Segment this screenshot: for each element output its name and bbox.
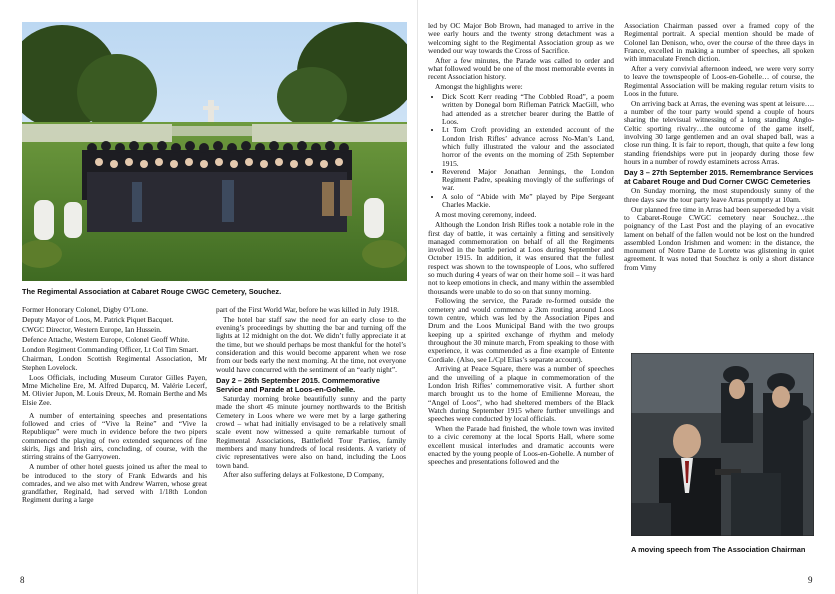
paragraph: Amongst the highlights were: [435, 82, 523, 92]
section-heading-day-2: Day 2 – 26th September 2015. Commemorative Service and Parade at Loos-en-Gohelle. [216, 375, 380, 394]
photo-caption-right: A moving speech from The Association Chairman [631, 545, 806, 554]
text-column-1 [22, 306, 207, 506]
page-number-left: 8 [20, 575, 25, 585]
paragraph: After a very convivial afternoon indeed, we were very sorry to leave the townspeople of Loos-en-Gohelle… of course, the Regimental Association will be making regular return visits to Loos in the future. [624, 64, 814, 98]
section-heading-day-3: Day 3 – 27th September 2015. Remembrance Services at Cabaret Rouge and Dud Corner CWGC Cemeteries [624, 168, 814, 186]
paragraph: Following the service, the Parade re-formed outside the cemetery and would commence a 2km routing around Loos town centre, which was led by the Association Pipes and Drum and the Loos Municipal Band with the two groups keeping up a spirited exchange of rhythm and melody throughout the 30 minute march, From speaking to those with experience, it was commended as a fine example of Entente Cordiale. (Also, see L/Cpl Elias’s separate account). [428, 296, 614, 364]
list-item: • Dick Scott Kerr reading “The Cobbled Road”, a poem written by Donegal born Rifleman Patrick MacGill, who had attended as a stretcher bearer during the Battle of Loos. [442, 93, 614, 126]
paragraph: led by OC Major Bob Brown, had managed to arrive in the wee early hours and the twenty strong detachment was a welcoming sight to the Regimental Association group as we wended our way towards the Cross of Sacrifice. [428, 21, 614, 55]
paragraph: Association Chairman passed over a framed copy of the Regimental portrait. A special mention should be made of Colonel Ian Denison, who, over the course of the three days in France, excelled in making a number of speeches, all spoken with immaculate French diction. [624, 21, 814, 64]
text-column-2 [216, 306, 406, 481]
paragraph: Our planned free time in Arras had been superseded by a visit to Cabaret-Rouge CWGC cemetery near Souchez…the poignancy of the Last Post and the playing of an evocative lament on behalf of the fallen would not be lost on the hundred assembled London Irishmen and women: in the distance, the monument of Notre Dame de Lorette was glistening in quiet agreement. It was noted that Souchez is only a short distance from Vimy [624, 204, 814, 272]
paragraph: Saturday morning broke beautifully sunny and the party made the short 45 minute journey northwards to the British Cemetery in Loos where we were met by a large gathering crowd – what had initially envisaged to be a relatively small scale event now witnessed a quite remarkable turnout of Regimental Associations, Battlefield Tour Parties, family members and many hundreds of local residents. A variety of civic representatives were also on hand, including the Loos town band. [216, 394, 406, 470]
list-item: • Lt Tom Croft providing an extended account of the London Irish Rifles’ advance across No-Man’s Land, which fully illustrated the valour and the associated horror of the events on the morning of 25th September 1915. [442, 126, 614, 167]
list-item: • A solo of “Abide with Me” played by Pipe Sergeant Charles Mackie. [442, 193, 614, 210]
paragraph: CWGC Director, Western Europe, Ian Hussein. [22, 324, 162, 334]
text-column-3 [428, 22, 614, 468]
paragraph: After a few minutes, the Parade was called to order and what followed would be one of the most memorable events in recent Association history. [428, 55, 614, 82]
page-gutter [417, 0, 418, 594]
paragraph: Defence Attache, Western Europe, Colonel Geoff White. [22, 334, 190, 344]
highlights-list [428, 93, 614, 209]
paragraph: A number of entertaining speeches and presentations followed and cries of “Vive la Reine” and “Vive la Republique” were much in evidence before the two pipers commenced the playing of two extended sequences of fine skirls, Jigs and Irish airs, concluding, of course, with the stirring strains of the Garryowen. [22, 410, 207, 462]
paragraph: On Sunday morning, the most stupendously sunny of the three days saw the tour party leave Arras promptly at 10am. [624, 186, 814, 204]
group-photo [22, 22, 407, 281]
paragraph: Although the London Irish Rifles took a notable role in the first day of battle, it was certainly a fitting and sensitively managed commemoration on behalf of all the Regiments involved in the battle period at Loos during September and October 1915. In addition, it was ensured that the fullest respect was shown to the townspeople of Loos, who suffered so much during 4 years of war on their home soil – it was hard not to keep emotions in check, and many within the assembled thousands were unable to do so on that sunny morning. [428, 220, 614, 296]
list-item: • Reverend Major Jonathan Jennings, the London Regiment Padre, speaking movingly of the sufferings of war. [442, 168, 614, 193]
paragraph: Former Honorary Colonel, Digby O’Lone. [22, 305, 149, 314]
photo-caption-left: The Regimental Association at Cabaret Rouge CWGC Cemetery, Souchez. [22, 287, 282, 296]
text-column-4 [624, 22, 814, 274]
paragraph: Chairman, London Scottish Regimental Association, Mr Stephen Lovelock. [22, 354, 207, 372]
paragraph: A number of other hotel guests joined us after the meal to be introduced to the story of Frank Edwards and his comrades, and we also met with Andrew Warren, whose great grandfather, Reginald, had served with 1/18th London Regiment during a large [22, 462, 207, 505]
cemetery-group-photo-illustration [22, 22, 407, 281]
paragraph: When the Parade had finished, the whole town was invited to a civic ceremony at the local Sports Hall, where some excellent musical interludes and dramatic accounts were enacted by the young people of Loos-en-Gohelle. A number of speeches and presentations followed and the [428, 424, 614, 467]
paragraph: The hotel bar staff saw the need for an early close to the evening’s proceedings by shutting the bar and turning off the lights at 12 midnight on the dot. We didn’t fully appreciate it at the time, but we should perhaps be most thankful for the hotel’s consideration and this would become apparent when we rose from our beds early the next morning. At the time, not everyone would have concurred with the sentiment of an “early night”. [216, 314, 406, 374]
paragraph: part of the First World War, before he was killed in July 1918. [216, 305, 399, 314]
paragraph: On arriving back at Arras, the evening was spent at leisure…. a number of the tour party would spend a couple of hours sharing the televisual witnessing of a long standing Anglo-Celtic sporting rivalry…the outcome of the game itself, involving 30 large gentlemen and an oval shaped ball, was a close run thing. It is fair to report, though, that quite a few long standing friendships were put in jeopardy during those few hours in a number of rowdy estaminets across Arras. [624, 98, 814, 166]
paragraph: Loos Officials, including Museum Curator Gilles Payen, Mme Micheline Ere, M. Alfred Duparcq, M. Valérie Lecerf, M. Olivier Jupon, M. Louis Dreux, M. Romain Berthe and Ms Elsie Zee. [22, 372, 207, 407]
paragraph: Arriving at Peace Square, there was a number of speeches and the unveiling of a plaque in commemoration of the London Irish Rifles’ commemorative visit. A further short march brought us to the home of Emilienne Moreau, the “Angel of Loos”, who had sheltered members of the Black Watch during September 1915 where further unveilings and speeches were conducted by local officials. [428, 364, 614, 424]
paragraph: London Regiment Commanding Officer, Lt Col Tim Smart. [22, 344, 199, 354]
speech-photo-illustration [631, 353, 814, 536]
paragraph: Deputy Mayor of Loos, M. Patrick Piquet Bacquet. [22, 314, 174, 324]
paragraph: A most moving ceremony, indeed. [435, 210, 537, 220]
paragraph: After also suffering delays at Folkestone, D Company, [223, 470, 384, 480]
speech-photo [631, 353, 814, 536]
page-number-right: 9 [808, 575, 813, 585]
